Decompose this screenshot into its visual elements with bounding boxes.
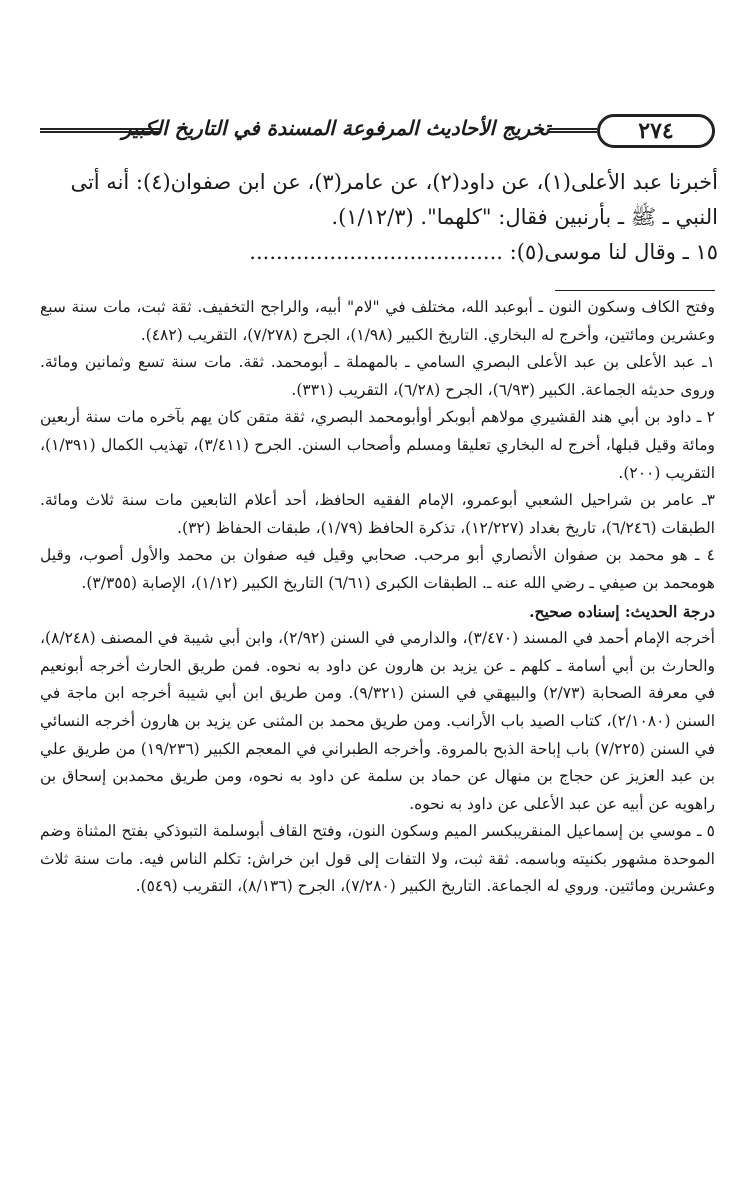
footnote-4: ٤ ـ هو محمد بن صفوان الأنصاري أبو مرحب. صحابي وقيل فيه صفوان بن محمد والأول أصوب، وقيل هومحمد بن صيفي ـ رضي الله عنه ـ. الطبقات الكبرى (٦/٦١) التاريخ الكبير (١/١٢)، الإصابة (٣/٣٥٥).	[40, 546, 715, 592]
hadith-line-2: النبي ـ ﷺ ـ بأرنبين فقال: "كلهما". (١/١٢/٣).	[331, 205, 718, 229]
footnote-continuation: وفتح الكاف وسكون النون ـ أبوعبد الله، مختلف في "لام" أبيه، والراجح التخفيف. ثقة ثبت، مات سنة سبع وعشرين ومائتين، وأخرج له البخاري. التاريخ الكبير (١/٩٨)، الجرح (٧/٢٧٨)، التقريب (٤٨٢).	[40, 298, 715, 344]
page-header	[40, 112, 715, 152]
running-title: تخريج الأحاديث المرفوعة المسندة في التاريخ الكبير	[121, 116, 550, 140]
next-hadith-start: ١٥ ـ وقال لنا موسى(٥):	[509, 240, 718, 264]
footnote-2: ٢ ـ داود بن أبي هند القشيري مولاهم أبوبكر أوأبومحمد البصري، ثقة متقن كان يهم بآخره مات سنة أربعين ومائة وقيل قبلها، أخرج له البخاري تعليقا ومسلم وأصحاب السنن. الجرح (٣/٤١١)، تهذيب الكمال (١/٣٩١)، التقريب (٢٠٠).	[40, 408, 715, 482]
footnote-3: ٣ـ عامر بن شراحيل الشعبي أبوعمرو، الإمام الفقيه الحافظ، أحد أعلام التابعين مات سنة ثلاث ومائة. الطبقات (٦/٢٤٦)، تاريخ بغداد (١٢/٢٢٧)، تذكرة الحافظ (١/٧٩)، طبقات الحفاظ (٣٢).	[40, 491, 715, 537]
footnote-1: ١ـ عبد الأعلى بن عبد الأعلى البصري السامي ـ بالمهملة ـ أبومحمد. ثقة. مات سنة تسع وثمانين ومائة. وروى حديثه الجماعة. الكبير (٦/٩٣)، الجرح (٦/٢٨)، التقريب (٣٣١).	[40, 353, 715, 399]
page-number: ٢٧٤	[597, 114, 715, 148]
header-rule-right	[549, 128, 597, 133]
footnotes	[40, 294, 715, 901]
ellipsis-dots: ......................................	[249, 240, 503, 264]
main-text	[38, 165, 718, 270]
hadith-grade: درجة الحديث: إسناده صحيح.	[529, 601, 715, 621]
hadith-line-3	[38, 235, 718, 270]
footnote-5: ٥ ـ موسي بن إسماعيل المنقريبكسر الميم وسكون النون، وفتح القاف أبوسلمة التبوذكي بفتح المثناة وضم الموحدة مشهور بكنيته وباسمه. ثقة ثبت، ولا التفات إلى قول ابن خراش: تكلم الناس فيه. مات سنة ثلاث وعشرين ومائتين. وروي له الجماعة. التاريخ الكبير (٧/٢٨٠)، الجرح (٨/١٣٦)، التقريب (٥٤٩).	[40, 822, 715, 896]
header-rule-left	[40, 128, 160, 133]
hadith-line-1: أخبرنا عبد الأعلى(١)، عن داود(٢)، عن عامر(٣)، عن ابن صفوان(٤): أنه أتى	[70, 170, 718, 194]
footnote-separator	[555, 290, 715, 291]
takhrij-paragraph: أخرجه الإمام أحمد في المسند (٣/٤٧٠)، والدارمي في السنن (٢/٩٢)، وابن أبي شيبة في المصنف (٨/٢٤٨)، والحارث بن أبي أسامة ـ كلهم ـ عن يزيد بن هارون عن داود به نحوه. فمن طريق الحارث أخرجه أبونعيم في معرفة الصحابة (٢/٧٣) والبيهقي في السنن (٩/٣٢١). ومن طريق ابن أبي شيبة أخرجه ابن ماجة في السنن (٢/١٠٨٠)، كتاب الصيد باب الأرانب. ومن طريق محمد بن المثنى عن يزيد بن هارون أخرجه النسائي في السنن (٧/٢٢٥) باب إباحة الذبح بالمروة. وأخرجه الطبراني في المعجم الكبير (١٩/٢٣٦) من طريق علي بن عبد العزيز عن حجاج بن منهال عن حماد بن سلمة عن داود به نحوه، ومن طريق محمدبن إسحاق بن راهويه عن أبيه عن عبد الأعلى عن داود به نحوه.	[40, 629, 716, 813]
